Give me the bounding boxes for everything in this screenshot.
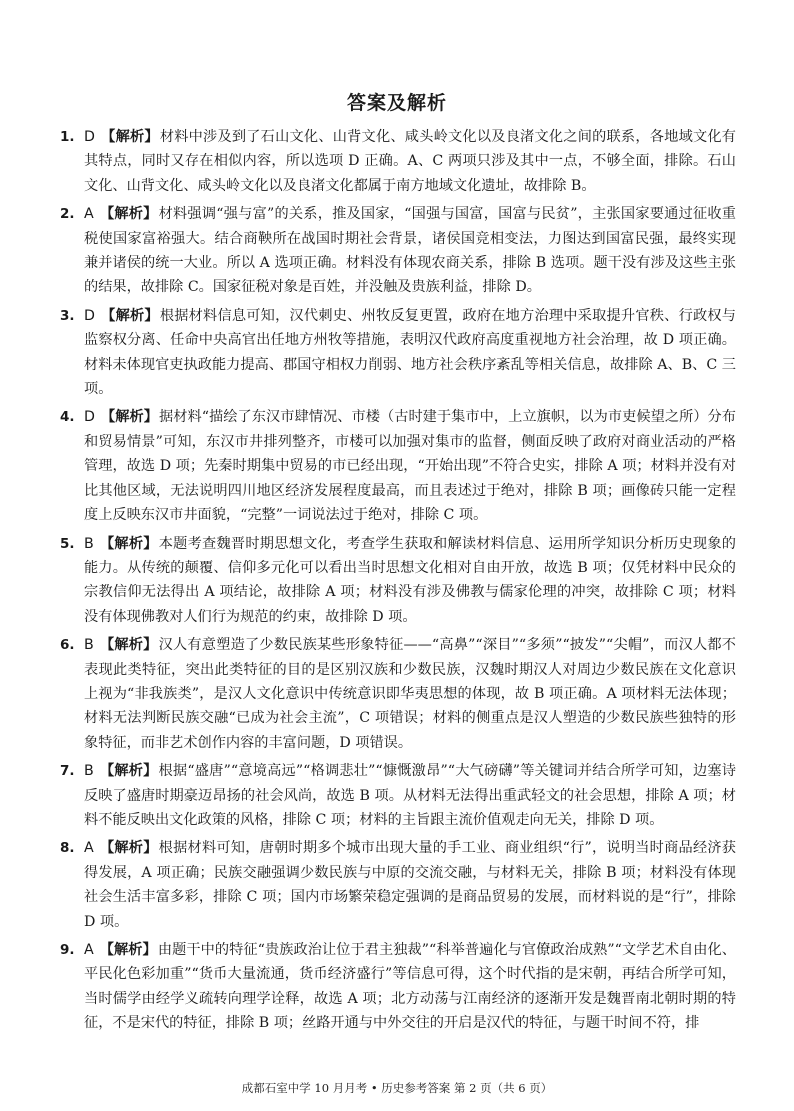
answer-item — [60, 532, 736, 630]
analysis-tag: 【解析】 — [99, 840, 158, 857]
answer-item — [60, 938, 736, 1036]
answer-choice: A — [84, 840, 94, 857]
question-number: 6. — [60, 637, 75, 654]
answer-item — [60, 304, 736, 402]
analysis-tag: 【解析】 — [99, 763, 158, 780]
question-number: 5. — [60, 535, 75, 552]
analysis-text: 本题考查魏晋时期思想文化，考查学生获取和解读材料信息、运用所学知识分析历史现象的能力。从传统的颠覆、信仰多元化可以看出当时思想文化相对自由开放，故选 B 项；仅凭材料中民众的宗教信仰无法得出 A 项结论，故排除 A 项；材料没有涉及佛教与儒家伦理的冲突，故排除 C 项；材料没有体现佛教对人们行为规范的约束，故排除 D 项。 — [84, 535, 736, 625]
analysis-tag: 【解析】 — [100, 307, 159, 324]
answer-item — [60, 125, 736, 198]
question-number: 9. — [60, 942, 75, 958]
analysis-tag: 【解析】 — [100, 129, 159, 145]
answer-choice: B — [84, 763, 94, 780]
analysis-text: 根据材料信息可知，汉代刺史、州牧反复更置，政府在地方治理中采取提升官秩、行政权与监察权分离、任命中央高官出任地方州牧等措施，表明汉代政府高度重视地方社会治理，故 D 项正确。材料未体现官吏执政能力提高、郡国守相权力削弱、地方社会秩序紊乱等相关信息，故排除 A、B、C 三项。 — [84, 307, 736, 398]
analysis-text: 材料中涉及到了石山文化、山背文化、咸头岭文化以及良渚文化之间的联系，各地域文化有其特点，同时又存在相似内容，所以选项 D 正确。A、C 两项只涉及其中一点，不够全面，排除。石山文化、山背文化、咸头岭文化以及良渚文化都属于南方地域文化遗址，故排除 B。 — [84, 129, 736, 194]
analysis-tag: 【解析】 — [100, 409, 158, 426]
page-footer: 成都石室中学 10 月月考 • 历史参考答案 第 2 页（共 6 页） — [241, 1081, 553, 1095]
question-number: 8. — [60, 840, 75, 857]
answer-choice: A — [84, 206, 94, 223]
analysis-text: 材料强调“强与富”的关系，推及国家，“国强与国富，国富与民贫”，主张国家要通过征收重税使国家富裕强大。结合商鞅所在战国时期社会背景，诸侯国竞相变法，力图达到国富民强，最终实现兼并诸侯的统一大业。所以 A 选项正确。材料没有体现农商关系，排除 B 选项。题干没有涉及这些主张的结果，故排除 C。国家征税对象是百姓，并没触及贵族利益，排除 D。 — [84, 206, 736, 296]
analysis-tag: 【解析】 — [99, 942, 157, 958]
analysis-text: 根据“盛唐”“意境高远”“格调悲壮”“慷慨激昂”“大气磅礴”等关键词并结合所学可知，边塞诗反映了盛唐时期豪迈昂扬的社会风尚，故选 B 项。从材料无法得出重武轻文的社会思想，排除 A 项；材料不能反映出文化政策的风格，排除 C 项；材料的主旨跟主流价值观走向无关，排除 D 项。 — [84, 763, 736, 828]
analysis-text: 由题干中的特征“贵族政治让位于君主独裁”“科举普遍化与官僚政治成熟”“文学艺术自由化、平民化色彩加重”“货币大量流通，货币经济盛行”等信息可得，这个时代指的是宋朝，再结合所学可知，当时儒学由经学义疏转向理学诠释，故选 A 项；北方动荡与江南经济的逐渐开发是魏晋南北朝时期的特征，不是宋代的特征，排除 B 项；丝路开通与中外交往的开启是汉代的特征，与题干时间不符，排 — [84, 942, 736, 1032]
answer-choice: B — [84, 637, 94, 654]
answer-item — [60, 633, 736, 755]
question-number: 4. — [60, 409, 75, 426]
question-number: 1. — [60, 129, 75, 145]
analysis-text: 据材料“描绘了东汉市肆情况、市楼（古时建于集市中，上立旗帜，以为市吏候望之所）分布和贸易情景”可知，东汉市井排列整齐，市楼可以加强对集市的监督，侧面反映了政府对商业活动的严格管理，故选 D 项；先秦时期集中贸易的市已经出现，“开始出现”不符合史实，排除 A 项；材料并没有对比其他区域，无法说明四川地区经济发展程度最高，而且表述过于绝对，排除 B 项；画像砖只能一定程度上反映东汉市井面貌，“完整”一词说法过于绝对，排除 C 项。 — [84, 409, 736, 524]
question-number: 7. — [60, 763, 75, 780]
analysis-text: 汉人有意塑造了少数民族某些形象特征——“高鼻”“深目”“多须”“披发”“尖帽”，而汉人都不表现此类特征，突出此类特征的目的是区别汉族和少数民族，汉魏时期汉人对周边少数民族在文化意识上视为“非我族类”，是汉人文化意识中传统意识即华夷思想的体现，故 B 项正确。A 项材料无法体现；材料无法判断民族交融“已成为社会主流”，C 项错误；材料的侧重点是汉人塑造的少数民族些独特的形象特征，而非艺术创作内容的丰富问题，D 项错误。 — [84, 637, 736, 751]
answer-choice: D — [84, 129, 95, 145]
question-number: 2. — [60, 206, 75, 223]
answer-list — [60, 125, 736, 1040]
analysis-tag: 【解析】 — [99, 206, 158, 223]
answer-item — [60, 202, 736, 300]
analysis-tag: 【解析】 — [99, 637, 158, 654]
answer-item — [60, 405, 736, 527]
page-title: 答案及解析 — [346, 92, 447, 114]
answer-choice: D — [84, 409, 95, 426]
answer-item — [60, 836, 736, 934]
question-number: 3. — [60, 307, 75, 324]
answer-choice: D — [84, 307, 95, 324]
answer-choice: A — [84, 942, 94, 958]
answer-choice: B — [84, 535, 94, 552]
analysis-tag: 【解析】 — [99, 535, 158, 552]
answer-item — [60, 759, 736, 832]
analysis-text: 根据材料可知，唐朝时期多个城市出现大量的手工业、商业组织“行”，说明当时商品经济获得发展，A 项正确；民族交融强调少数民族与中原的交流交融，与材料无关，排除 B 项；材料没有体现社会生活丰富多彩，排除 C 项；国内市场繁荣稳定强调的是商品贸易的发展，而材料说的是“行”，排除 D 项。 — [84, 840, 736, 930]
